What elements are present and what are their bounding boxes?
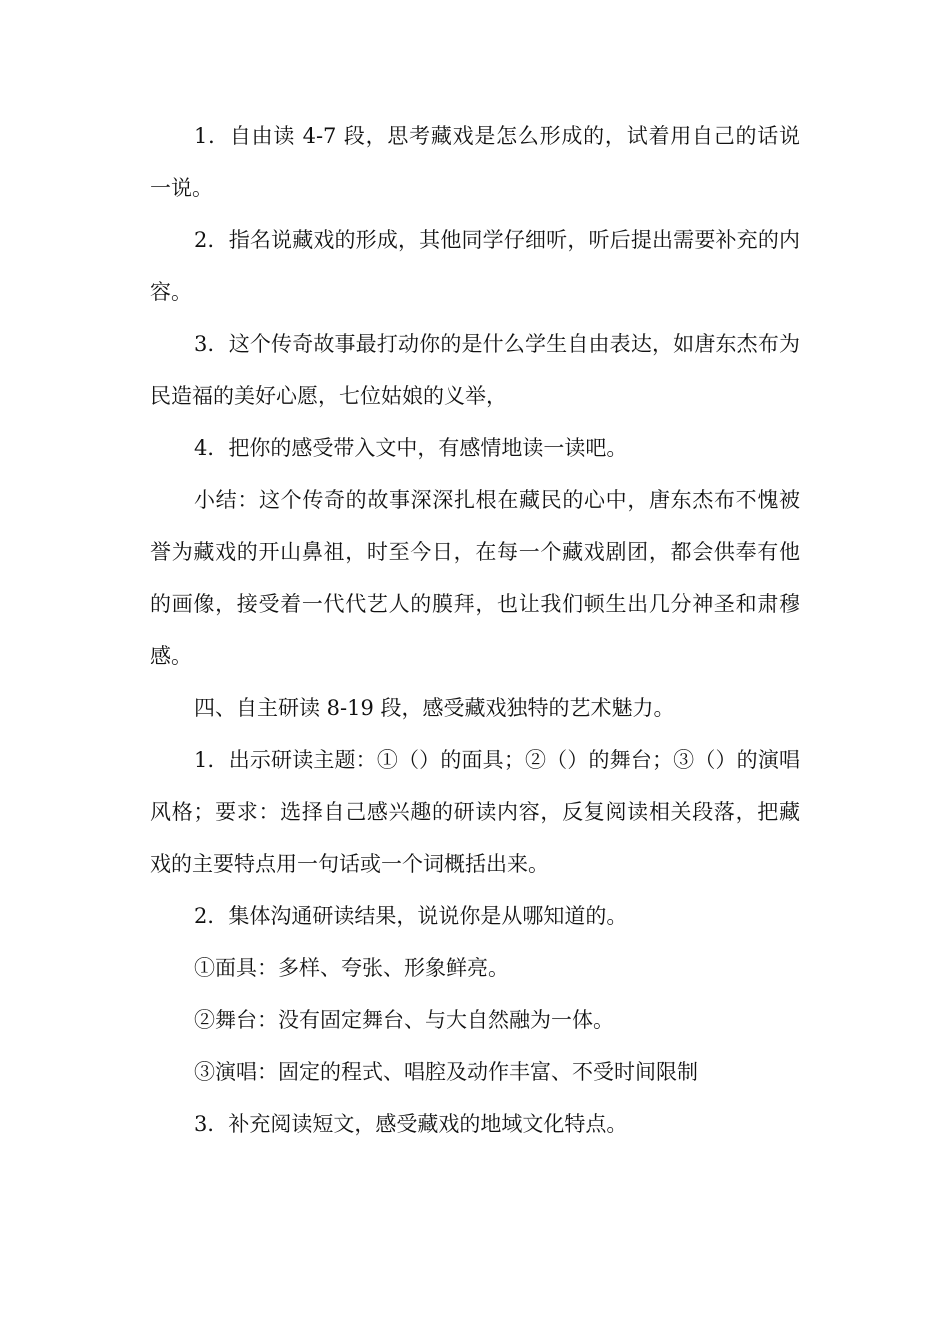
document-body [150,110,800,1150]
paragraph-summary: 小结：这个传奇的故事深深扎根在藏民的心中，唐东杰布不愧被誉为藏戏的开山鼻祖，时至今日，在每一个藏戏剧团，都会供奉有他的画像，接受着一代代艺人的膜拜，也让我们顿生出几分神圣和肃穆感。 [150,488,800,668]
paragraph-legend-impression: 3．这个传奇故事最打动你的是什么学生自由表达，如唐东杰布为民造福的美好心愿，七位姑娘的义举， [150,332,800,408]
paragraph-read-with-feeling: 4．把你的感受带入文中，有感情地读一读吧。 [194,436,628,460]
paragraph-share-results: 2．集体沟通研读结果，说说你是从哪知道的。 [194,904,628,928]
paragraph-read-sections-4-7: 1．自由读 4-7 段，思考藏戏是怎么形成的，试着用自己的话说一说。 [150,124,800,200]
paragraph-supplementary-reading: 3．补充阅读短文，感受藏戏的地域文化特点。 [194,1112,628,1136]
list-item-mask: ①面具：多样、夸张、形象鲜亮。 [194,956,509,980]
list-item-stage: ②舞台：没有固定舞台、与大自然融为一体。 [194,1008,614,1032]
section-heading-self-study: 四、自主研读 8-19 段，感受藏戏独特的艺术魅力。 [194,696,675,720]
list-item-singing: ③演唱：固定的程式、唱腔及动作丰富、不受时间限制 [194,1060,698,1084]
paragraph-explain-formation: 2．指名说藏戏的形成，其他同学仔细听，听后提出需要补充的内容。 [150,228,800,304]
paragraph-study-topics: 1．出示研读主题：①（）的面具；②（）的舞台；③（）的演唱风格；要求：选择自己感兴趣的研读内容，反复阅读相关段落，把藏戏的主要特点用一句话或一个词概括出来。 [150,748,800,876]
